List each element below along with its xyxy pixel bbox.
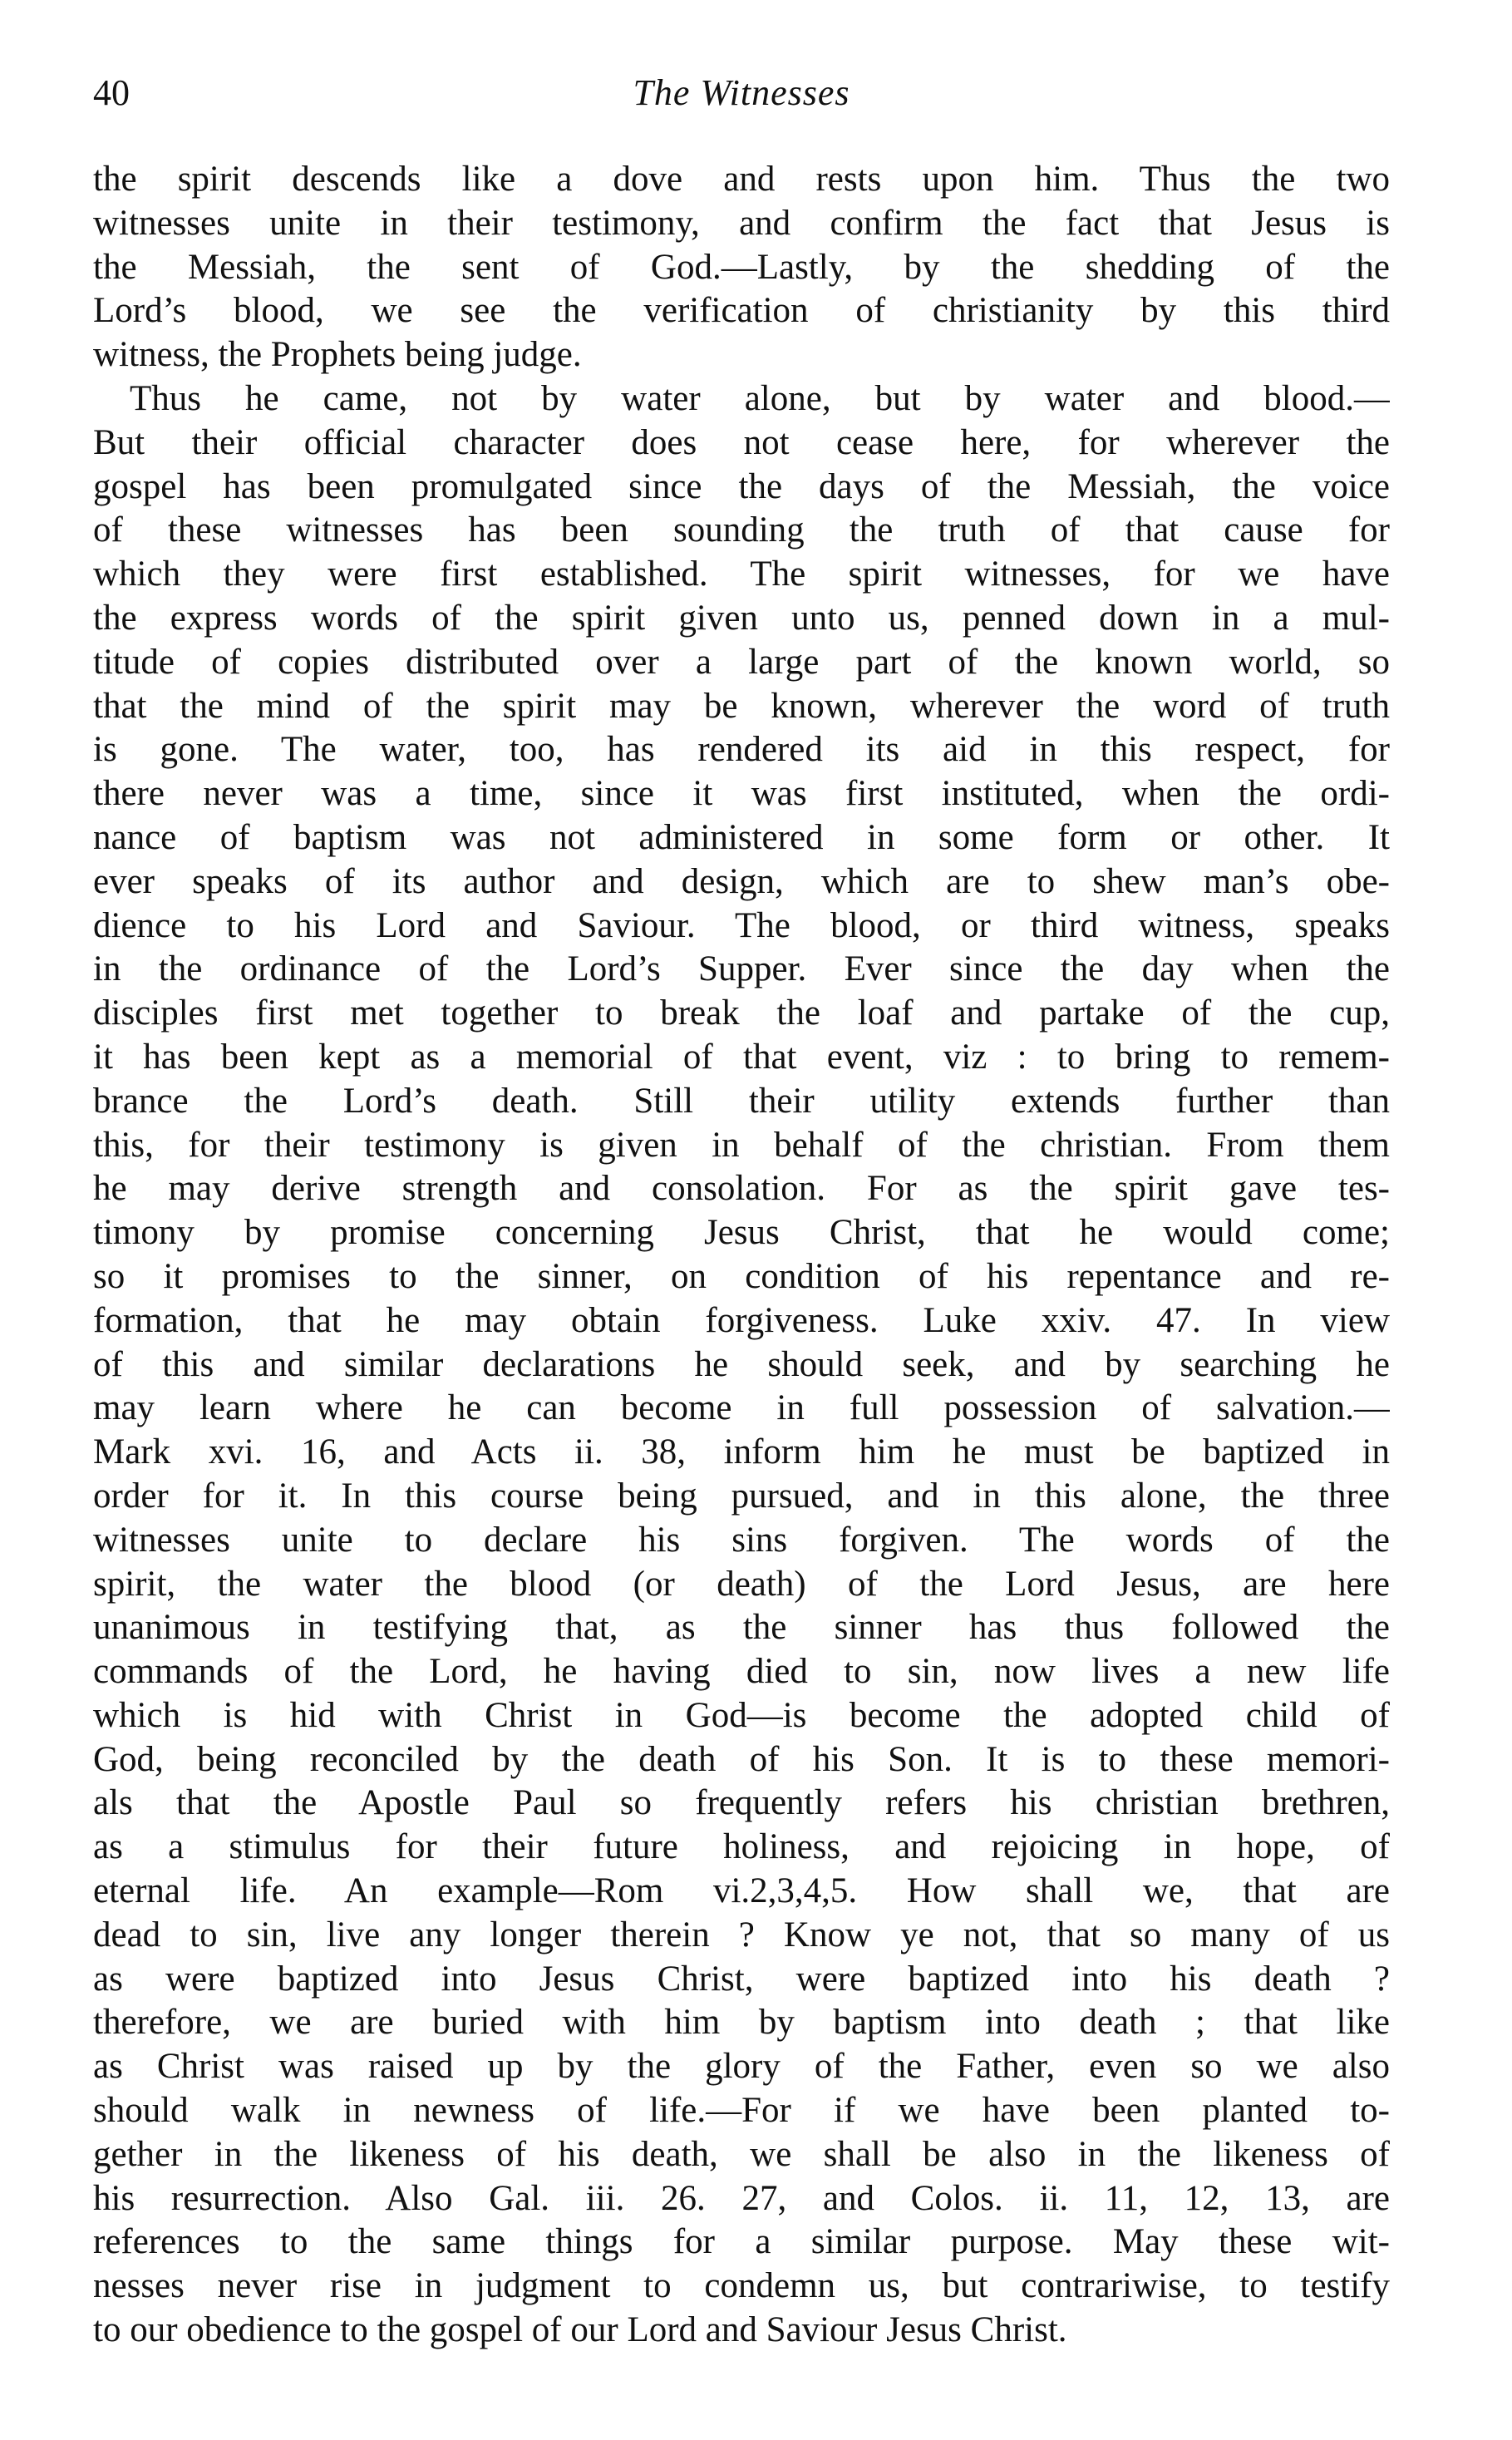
text-line: commands of the Lord, he having died to sin, now lives a new life	[93, 1652, 1390, 1692]
text-line: as a stimulus for their future holiness, and rejoicing in hope, of	[93, 1827, 1390, 1867]
text-line: of these witnesses has been sounding the truth of that cause for	[93, 510, 1390, 550]
text-line: which is hid with Christ in God—is become the adopted child of	[93, 1695, 1390, 1735]
text-line: witnesses unite in their testimony, and confirm the fact that Jesus is	[93, 203, 1390, 243]
text-line: nesses never rise in judgment to condemn us, but contrariwise, to testify	[93, 2266, 1390, 2306]
running-title: The Witnesses	[633, 72, 850, 113]
text-line: Mark xvi. 16, and Acts ii. 38, inform him he must be baptized in	[93, 1432, 1390, 1472]
text-line: the express words of the spirit given unto us, penned down in a mul-	[93, 598, 1390, 638]
text-line: gospel has been promulgated since the days of the Messiah, the voice	[93, 466, 1390, 506]
text-line: witness, the Prophets being judge.	[93, 335, 582, 375]
text-line: as were baptized into Jesus Christ, were baptized into his death ?	[93, 1959, 1390, 1999]
text-line: this, for their testimony is given in behalf of the christian. From them	[93, 1125, 1390, 1165]
text-line: references to the same things for a similar purpose. May these wit-	[93, 2222, 1390, 2262]
text-line: which they were first established. The spirit witnesses, for we have	[93, 555, 1390, 594]
text-line: of this and similar declarations he should seek, and by searching he	[93, 1344, 1390, 1384]
text-line: unanimous in testifying that, as the sinner has thus followed the	[93, 1608, 1390, 1648]
text-line: therefore, we are buried with him by baptism into death ; that like	[93, 2003, 1390, 2043]
text-line: Lord’s blood, we see the verification of christianity by this third	[93, 291, 1390, 331]
text-line: timony by promise concerning Jesus Christ, that he would come;	[93, 1213, 1390, 1253]
body-text	[93, 158, 1390, 2353]
text-line: Thus he came, not by water alone, but by water and blood.—	[130, 378, 1390, 418]
page-number: 40	[93, 72, 130, 113]
text-line: that the mind of the spirit may be known, wherever the word of truth	[93, 686, 1390, 726]
text-line: witnesses unite to declare his sins forgiven. The words of the	[93, 1520, 1390, 1560]
text-line: is gone. The water, too, has rendered its aid in this respect, for	[93, 730, 1390, 770]
text-line: formation, that he may obtain forgiveness. Luke xxiv. 47. In view	[93, 1300, 1390, 1340]
text-line: dience to his Lord and Saviour. The blood, or third witness, speaks	[93, 905, 1390, 945]
text-line: als that the Apostle Paul so frequently refers his christian brethren,	[93, 1783, 1390, 1823]
text-line: there never was a time, since it was first instituted, when the ordi-	[93, 774, 1390, 814]
text-line: may learn where he can become in full possession of salvation.—	[93, 1388, 1390, 1428]
text-line: titude of copies distributed over a large part of the known world, so	[93, 642, 1390, 682]
running-head	[93, 68, 1390, 121]
text-line: disciples first met together to break the loaf and partake of the cup,	[93, 993, 1390, 1033]
text-line: gether in the likeness of his death, we shall be also in the likeness of	[93, 2134, 1390, 2174]
text-line: as Christ was raised up by the glory of the Father, even so we also	[93, 2047, 1390, 2087]
text-line: the spirit descends like a dove and rests upon him. Thus the two	[93, 160, 1390, 199]
text-line: it has been kept as a memorial of that event, viz : to bring to remem-	[93, 1037, 1390, 1077]
text-line: to our obedience to the gospel of our Lord and Saviour Jesus Christ.	[93, 2310, 1067, 2350]
text-line: should walk in newness of life.—For if we have been planted to-	[93, 2091, 1390, 2131]
text-line: dead to sin, live any longer therein ? Know ye not, that so many of us	[93, 1915, 1390, 1954]
text-line: his resurrection. Also Gal. iii. 26. 27, and Colos. ii. 11, 12, 13, are	[93, 2178, 1390, 2218]
text-line: in the ordinance of the Lord’s Supper. Ever since the day when the	[93, 949, 1390, 989]
text-line: so it promises to the sinner, on condition of his repentance and re-	[93, 1256, 1390, 1296]
text-line: brance the Lord’s death. Still their utility extends further than	[93, 1081, 1390, 1121]
text-line: But their official character does not cease here, for wherever the	[93, 422, 1390, 462]
text-line: eternal life. An example—Rom vi.2,3,4,5. How shall we, that are	[93, 1871, 1390, 1911]
text-line: God, being reconciled by the death of his Son. It is to these memori-	[93, 1739, 1390, 1779]
text-line: ever speaks of its author and design, which are to shew man’s obe-	[93, 861, 1390, 901]
text-line: nance of baptism was not administered in some form or other. It	[93, 817, 1390, 857]
text-line: order for it. In this course being pursued, and in this alone, the three	[93, 1476, 1390, 1516]
text-line: he may derive strength and consolation. For as the spirit gave tes-	[93, 1169, 1390, 1209]
text-line: spirit, the water the blood (or death) of the Lord Jesus, are here	[93, 1564, 1390, 1604]
text-line: the Messiah, the sent of God.—Lastly, by the shedding of the	[93, 247, 1390, 287]
